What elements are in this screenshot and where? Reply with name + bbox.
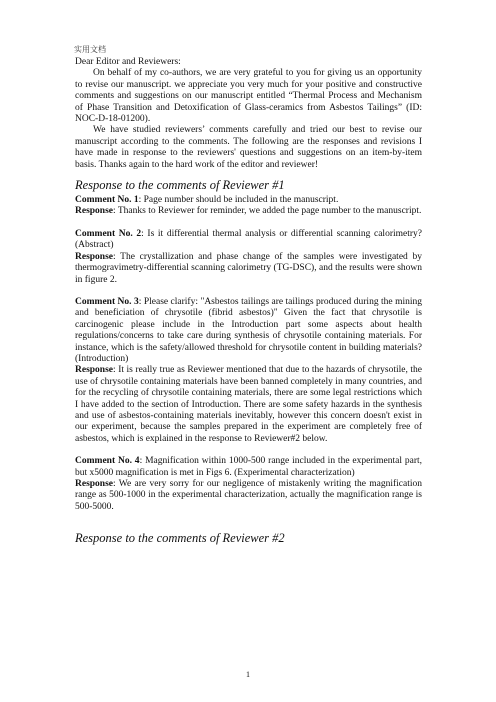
response-text: : We are very sorry for our negligence of mistakenly writing the magnification range as 500-1000 in the experimental characterization, actually the magnification range is 500-5000. xyxy=(75,479,422,512)
response-3 xyxy=(75,365,422,445)
comment-text: : Magnification within 1000-500 range included in the experimental part, but x5000 magnification is met in Figs 6. (Experimental characterization) xyxy=(75,456,422,478)
letter-body xyxy=(75,57,422,548)
comment-label: Comment No. 4 xyxy=(75,456,140,467)
response-text: : It is really true as Reviewer mentioned that due to the hazards of chrysotile, the use of chrysotile containing materials have been banned completely in many countries, and for the recycling of chrysotile containing materials, there are some legal restrictions which I have added to the section of Introduction. There are some safety hazards in the synthesis and use of asbestos-containing materials inevitably, however this concern doesn't exist in our experiment, because the samples prepared in the experiment are completely free of asbestos, which is explained in the response to Reviewer#2 below. xyxy=(75,365,422,444)
response-2 xyxy=(75,252,422,286)
response-text: : Thanks to Reviewer for reminder, we added the page number to the manuscript. xyxy=(113,206,422,217)
comment-4 xyxy=(75,456,422,479)
comment-label: Comment No. 3 xyxy=(75,296,139,307)
intro-paragraph-2: We have studied reviewers’ comments carefully and tried our best to revise our manuscript according to the comments. The following are the responses and revisions I have made in response to the reviewers' questions and suggestions on an item-by-item basis. Thanks again to the hard work of the editor and reviewer! xyxy=(75,125,422,170)
comment-1 xyxy=(75,195,422,206)
comment-3 xyxy=(75,297,422,365)
page-number: 1 xyxy=(246,670,250,679)
salutation: Dear Editor and Reviewers: xyxy=(75,57,181,67)
reviewer1-heading: Response to the comments of Reviewer #1 xyxy=(75,178,285,193)
spacer xyxy=(75,513,422,524)
response-4 xyxy=(75,479,422,513)
response-label: Response xyxy=(75,365,114,376)
spacer xyxy=(75,445,422,456)
comment-label: Comment No. 1 xyxy=(75,195,139,206)
page-header: 实用文档 xyxy=(74,45,106,54)
intro-paragraph: On behalf of my co-authors, we are very grateful to you for giving us an opportunity to revise our manuscript. we appreciate you very much for your positive and constructive comments and suggestions on our manuscript entitled “Thermal Process and Mechanism of Phase Transition and Detoxification of Glass-ceramics from Asbestos Tailings” (ID: NOC-D-18-01200). xyxy=(75,68,422,125)
spacer xyxy=(75,218,422,229)
comment-2 xyxy=(75,229,422,252)
spacer xyxy=(75,286,422,297)
response-1 xyxy=(75,206,422,217)
response-label: Response xyxy=(75,251,114,262)
response-label: Response xyxy=(75,206,114,217)
reviewer2-heading: Response to the comments of Reviewer #2 xyxy=(75,531,285,546)
response-label: Response xyxy=(75,479,114,489)
response-text: : The crystallization and phase change of the samples were investigated by thermogravimetry-differential scanning calorimetry (TG-DSC), and the results were shown in figure 2. xyxy=(75,251,422,285)
comment-text: : Is it differential thermal analysis or differential scanning calorimetry? (Abstract) xyxy=(75,228,423,251)
comment-label: Comment No. 2 xyxy=(75,228,142,239)
comment-text: : Please clarify: "Asbestos tailings are tailings produced during the mining and beneficiation of chrysotile (fibrid asbestos)" Given the fact that chrysotile is carcinogenic please include in the Introduction part some aspects about health regulations/concerns to take care during synthesis of chrysotile containing materials. For instance, which is the safety/allowed threshold for chrysotile content in building materials? (Introduction) xyxy=(75,296,422,364)
comment-text: : Page number should be included in the manuscript. xyxy=(138,195,339,206)
